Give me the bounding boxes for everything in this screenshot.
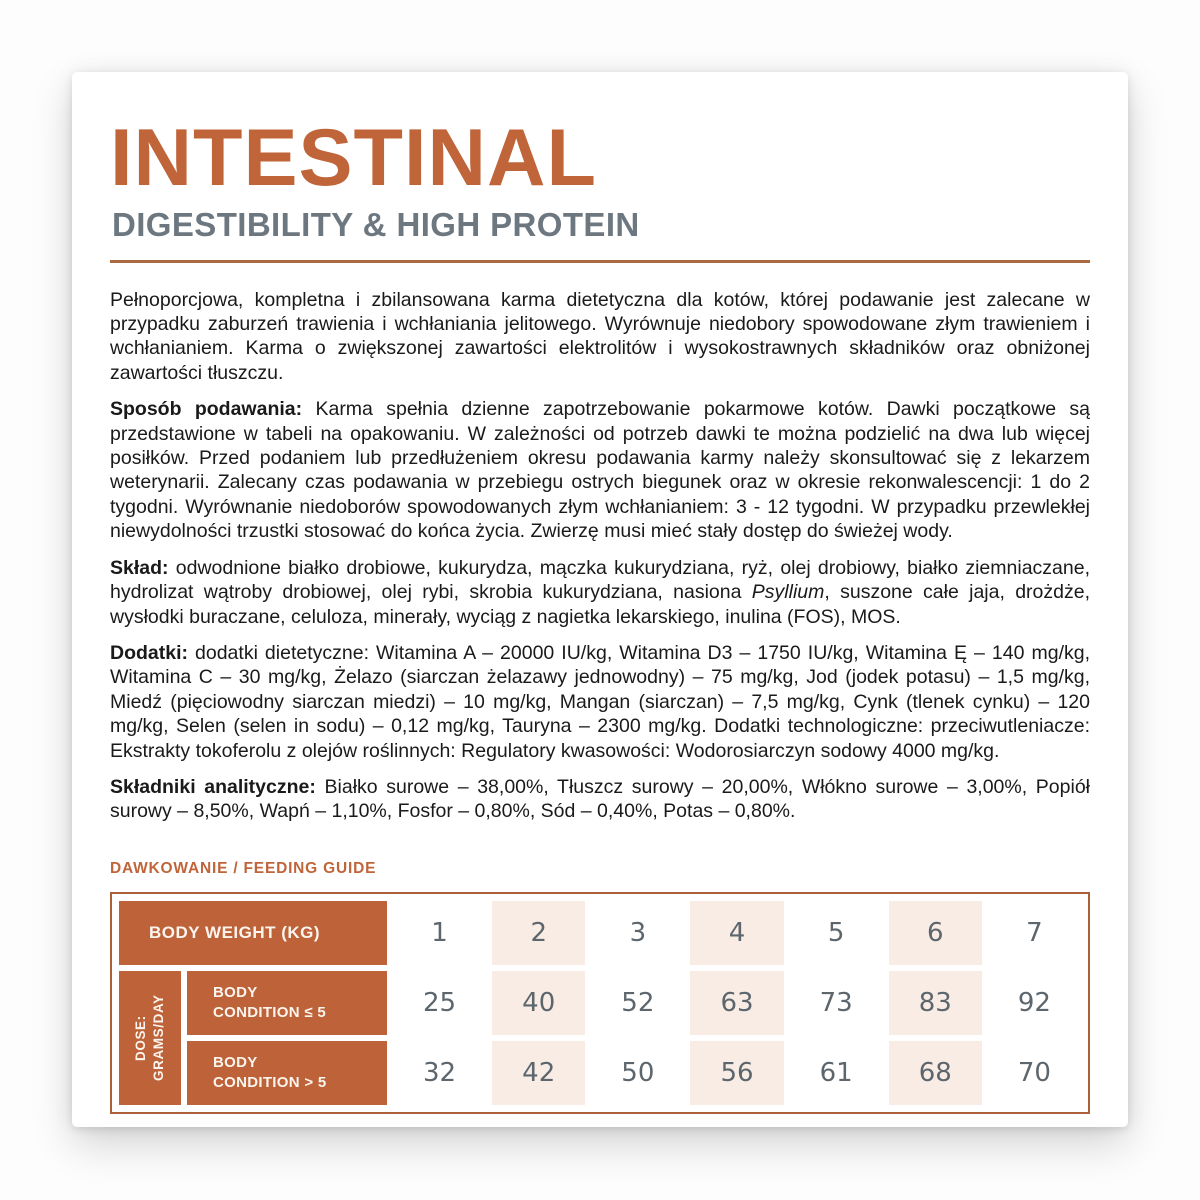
dose-value-cell: 83 <box>889 971 982 1035</box>
dose-value-cell: 70 <box>1017 1057 1051 1088</box>
weight-column-header: 5 <box>827 917 845 948</box>
paragraph-text: Karma spełnia dzienne zapotrzebowanie pokarmowe kotów. Dawki początkowe są przedstawione w tabeli na opakowaniu. W zależności od potrzeb dawki te można podzielić na dwa lub więcej posiłków. Przed podaniem lub przedłużeniem okresu podawania karmy należy skonsultować się z lekarzem weterynarii. Zalecany czas podawania w przebiegu ostrych biegunek oraz w okresie rekonwalescencji: 1 do 2 tygodni. Wyrównanie niedoborów spowodowanych złym wchłanianiem: 3 - 12 tygodni. W przypadku przewlekłej niewydolności trzustki stosować do końca życia. Zwierzę musi mieć stały dostęp do świeżej wody. <box>110 398 1090 543</box>
paragraph <box>110 397 1090 543</box>
weight-column-header: 2 <box>492 901 585 965</box>
condition-row-label <box>187 1041 387 1105</box>
dose-value-cell: 42 <box>492 1041 585 1105</box>
ingredient-latin-name: Psyllium <box>751 581 825 604</box>
condition-row-label-text: BODY CONDITION > 5 <box>213 1054 327 1091</box>
body-weight-header-cell: BODY WEIGHT (KG) <box>119 901 387 965</box>
dose-value-cell: 73 <box>819 987 853 1018</box>
paragraph <box>110 775 1090 824</box>
paragraph-text: Pełnoporcjowa, kompletna i zbilansowana karma dietetyczna dla kotów, której podawanie jest zalecane w przypadku zaburzeń trawienia i wchłaniania jelitowego. Wyrównuje niedobory spowodowane złym trawieniem i wchłanianiem. Karma o zwiększonej zawartości elektrolitów i wysokostrawnych składników oraz obniżonej zawartości tłuszczu. <box>110 288 1090 384</box>
dose-value-cell: 32 <box>423 1057 457 1088</box>
description-paragraphs <box>110 288 1090 824</box>
weight-column-header: 4 <box>690 901 783 965</box>
product-subtitle: DIGESTIBILITY & HIGH PROTEIN <box>112 206 640 243</box>
weight-column-header: 3 <box>629 917 647 948</box>
dose-value-cell: 92 <box>1017 987 1051 1018</box>
paragraph <box>110 288 1090 386</box>
paragraph-text: dodatki dietetyczne: Witamina A – 20000 IU/kg, Witamina D3 – 1750 IU/kg, Witamina Ę – 140 mg/kg, Witamina C – 30 mg/kg, Żelazo (siarczan żelazawy jednowodny) – 75 mg/kg, Jod (jodek potasu) – 1,5 mg/kg, Miedź (pięciowodny siarczan miedzi) – 10 mg/kg, Mangan (siarczan) – 7,5 mg/kg, Cynk (tlenek cynku) – 120 mg/kg, Selen (selen in sodu) – 0,12 mg/kg, Tauryna – 2300 mg/kg. Dodatki technologiczne: przeciwutleniacze: Ekstrakty tokoferolu z olejów roślinnych: Regulatory kwasowości: Wodorosiarczyn sodowy 4000 mg/kg. <box>110 641 1090 762</box>
condition-row-label <box>187 971 387 1035</box>
paragraph-text: odwodnione białko drobiowe, kukurydza, mączka kukurydziana, ryż, olej drobiowy, białko ziemniaczane, hydrolizat wątroby drobiowej, olej rybi, skrobia kukurydziana, nasiona <box>110 556 1090 604</box>
dose-axis-label: DOSE: GRAMS/DAY <box>119 971 181 1105</box>
dose-value-cell: 63 <box>690 971 783 1035</box>
product-title: INTESTINAL <box>110 113 597 203</box>
weight-column-header: 6 <box>889 901 982 965</box>
paragraph-lead: Skład: <box>110 556 169 579</box>
dose-value-cell: 25 <box>423 987 457 1018</box>
divider-rule <box>110 260 1090 263</box>
dose-value-cell: 40 <box>492 971 585 1035</box>
weight-column-header: 7 <box>1026 917 1043 948</box>
dose-value-cell: 50 <box>621 1057 655 1088</box>
paragraph <box>110 556 1090 629</box>
condition-row-label-text: BODY CONDITION ≤ 5 <box>213 984 326 1021</box>
dose-value-cell: 56 <box>690 1041 783 1105</box>
dose-value-cell: 68 <box>889 1041 982 1105</box>
paragraph <box>110 641 1090 763</box>
feeding-guide-title: DAWKOWANIE / FEEDING GUIDE <box>110 859 377 877</box>
feeding-guide-table <box>110 892 1090 1114</box>
dose-value-cell: 52 <box>621 987 655 1018</box>
paragraph-lead: Składniki analityczne: <box>110 775 316 798</box>
paragraph-lead: Dodatki: <box>110 641 188 664</box>
weight-column-header: 1 <box>431 917 448 948</box>
product-label-card <box>72 72 1128 1127</box>
paragraph-text: Białko surowe – 38,00%, Tłuszcz surowy – 20,00%, Włókno surowe – 3,00%, Popiół surowy – 8,50%, Wapń – 1,10%, Fosfor – 0,80%, Sód – 0,40%, Potas – 0,80%. <box>110 775 1090 823</box>
paragraph-lead: Sposób podawania: <box>110 398 303 421</box>
paragraph-text: , suszone całe jaja, drożdże, wysłodki buraczane, celuloza, minerały, wyciąg z nagietka lekarskiego, inulina (FOS), MOS. <box>110 581 1090 628</box>
dose-value-cell: 61 <box>819 1057 853 1088</box>
